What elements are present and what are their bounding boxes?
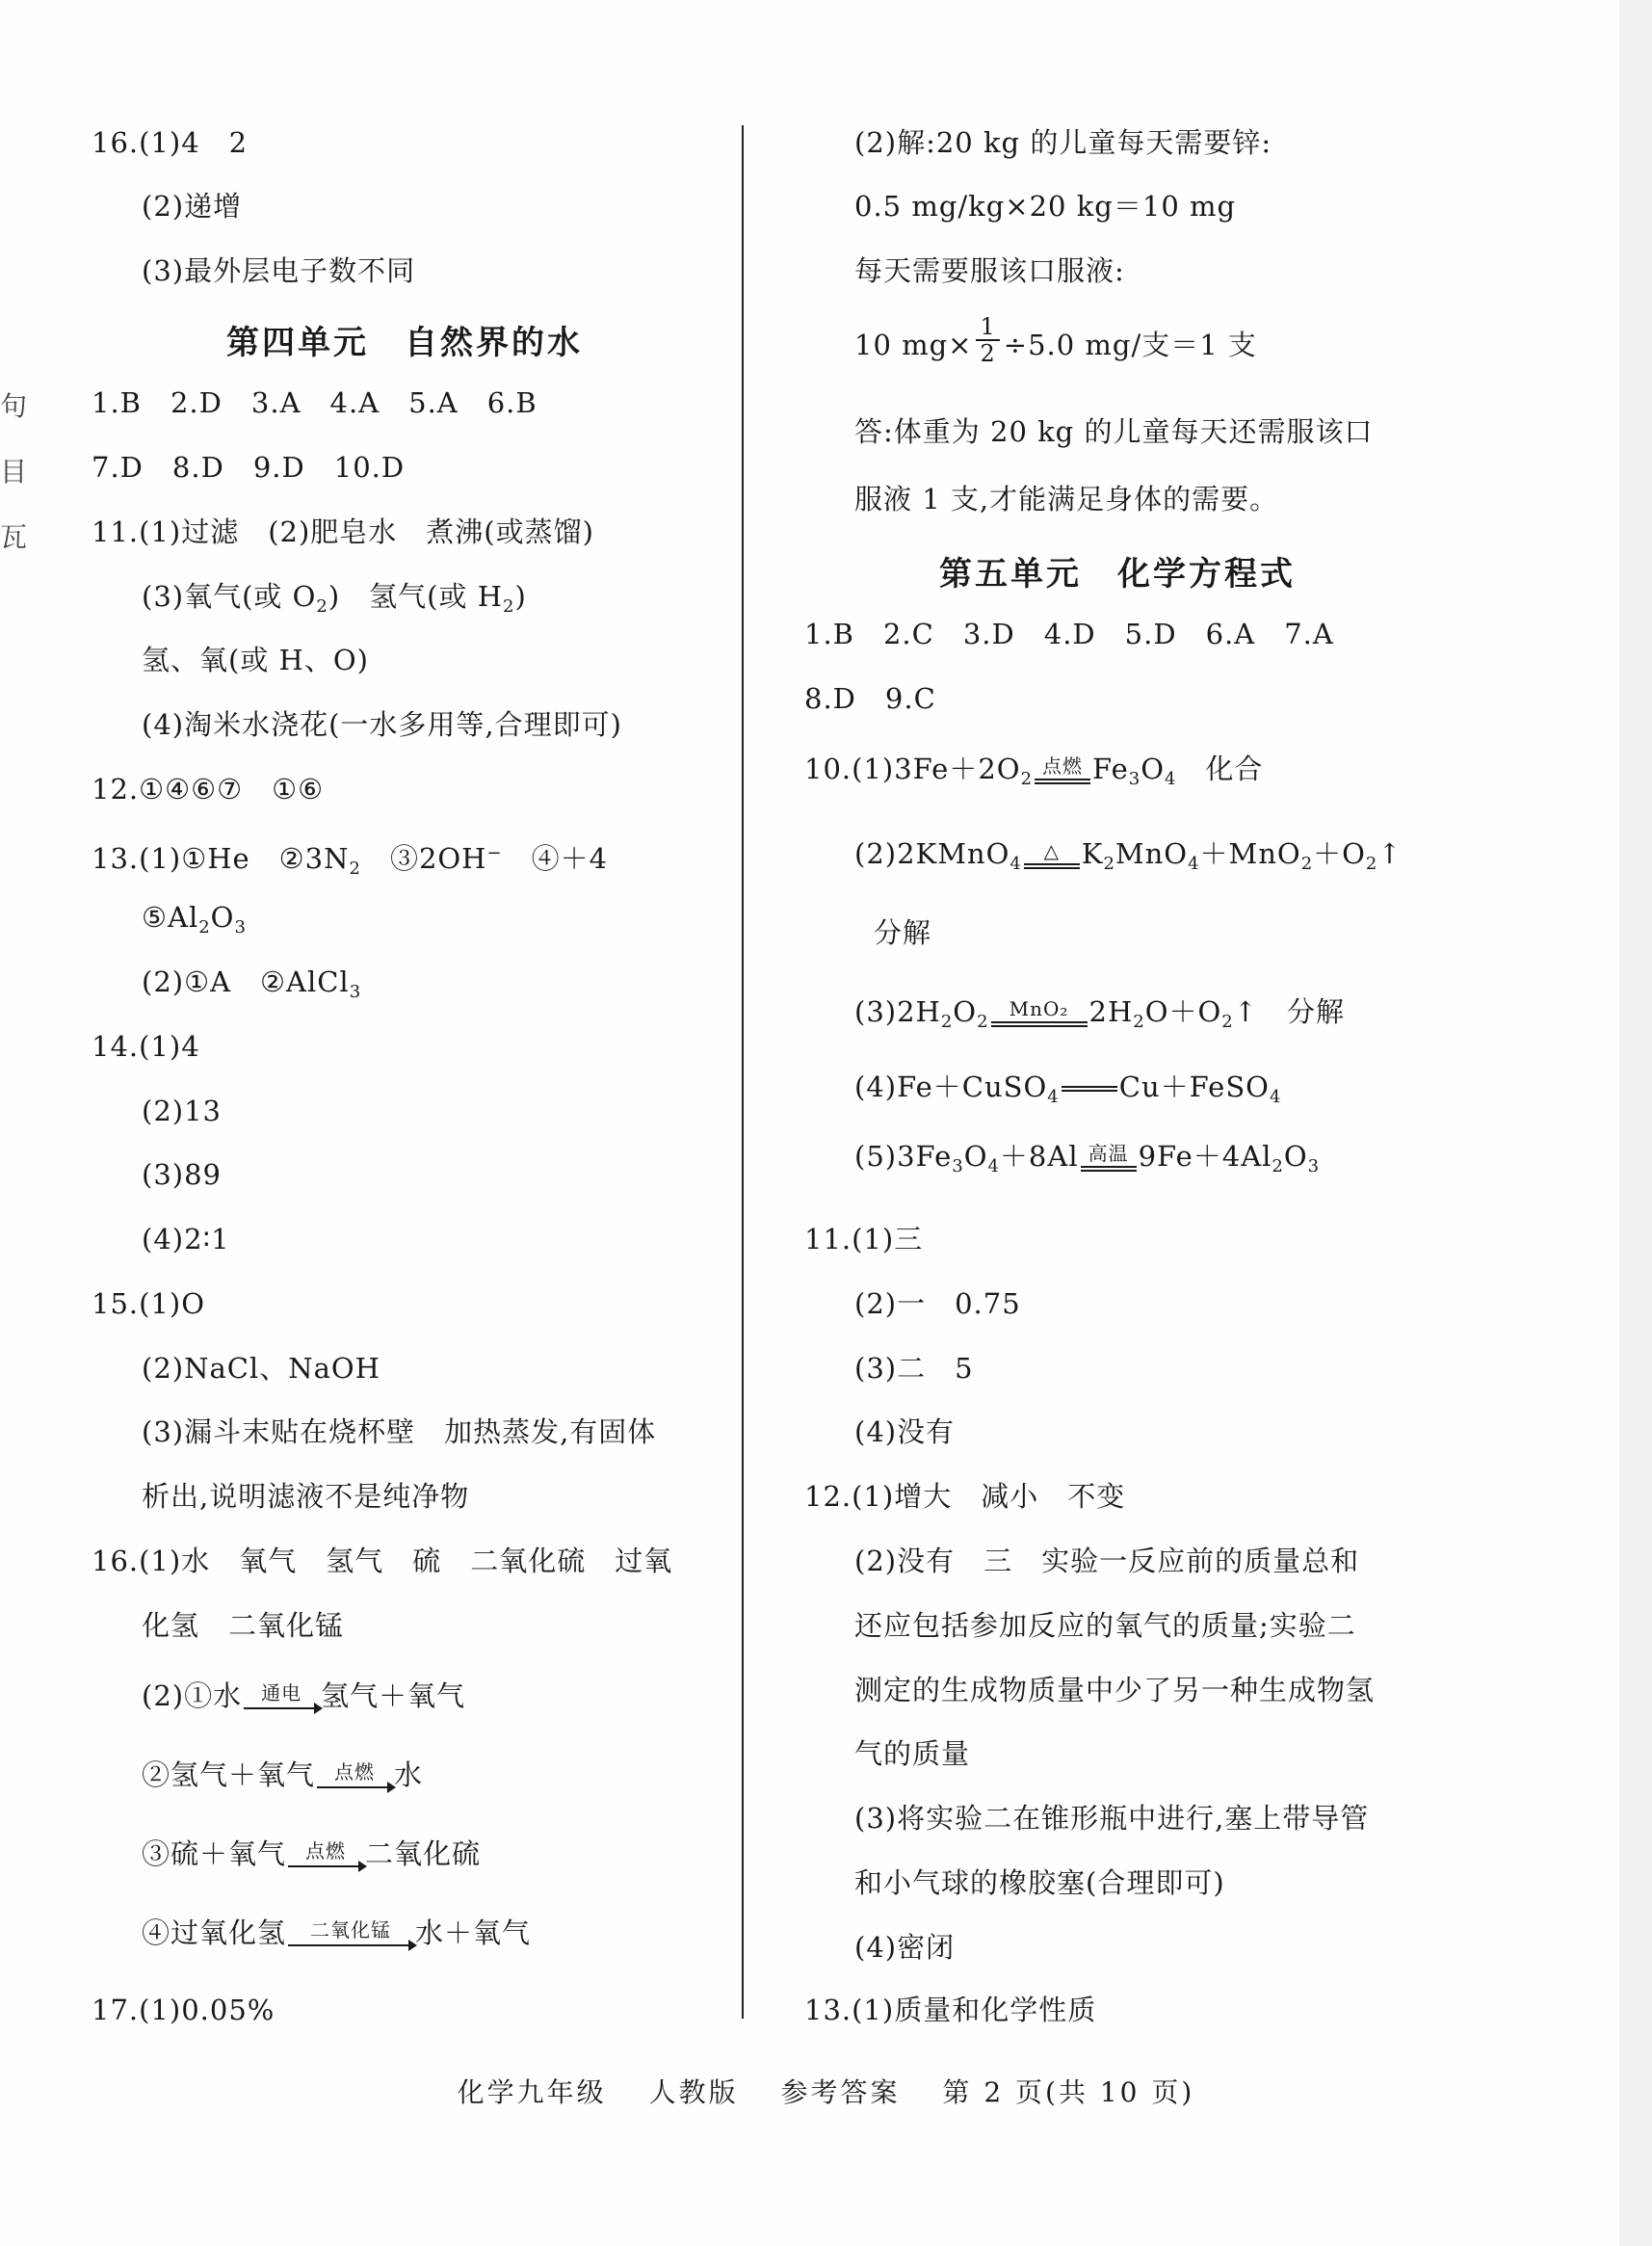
answer-line: $⑤Al_2O_3$ [142,901,247,938]
answer-line: 析出,说明滤液不是纯净物 [142,1480,470,1513]
answer-line: (2)解:20 kg 的儿童每天需要锌: [854,126,1272,159]
reaction-condition: 通电 [261,1681,302,1704]
chemical-equation: (2)2KMnO$_4$ △ $K_2MnO_4+MnO_2+O_2↑$ [854,837,1403,874]
page-footer [0,2072,1652,2110]
answer-line: (3)漏斗末贴在烧杯壁 加热蒸发,有固体 [142,1415,657,1448]
word-equation: ④过氧化氢 二氧化锰 水＋氧气 [142,1916,532,1949]
page-edge-shadow [1619,0,1652,2246]
answer-line: (3)将实验二在锥形瓶中进行,塞上带导管 [854,1802,1370,1835]
word-equation: ②氢气＋氧气 点燃 水 [142,1758,424,1791]
answer-line: 和小气球的橡胶塞(合理即可) [854,1866,1225,1899]
bleed-through-char: 目 [0,456,28,488]
reaction-condition: △ [1043,839,1060,862]
fraction: $\frac{1}{2}$ [976,314,999,366]
answer-line: (2)递增 [142,190,243,223]
answer-line: (2)没有 三 实验一反应前的质量总和 [854,1545,1360,1577]
answer-line: (2)13 [142,1095,222,1127]
answer-line: 11.(1)三 [804,1223,924,1255]
footer-page-number: 第 2 页(共 10 页) [942,2076,1195,2108]
answer-line: 化氢 二氧化锰 [142,1609,345,1642]
answer-line: 服液 1 支,才能满足身体的需要。 [854,483,1279,515]
answer-line: 1.B 2.C 3.D 4.D 5.D 6.A 7.A [804,618,1334,650]
answer-line: (4)淘米水浇花(一水多用等,合理即可) [142,708,622,741]
answer-line: 答:体重为 20 kg 的儿童每天还需服该口 [854,415,1374,448]
reaction-condition: MnO₂ [1009,997,1069,1020]
answer-line: 每天需要服该口服液: [854,254,1125,287]
reaction-condition: 高温 [1088,1142,1129,1165]
reaction-condition: 点燃 [1042,754,1084,778]
answer-line: 氢、氧(或 H、O) [142,644,369,676]
answer-line: (2)①A ②AlCl$_3$ [142,965,362,1002]
calculation-line: 10 mg× $\frac{1}{2}$ ÷5.0 mg/支＝1 支 [854,313,1257,367]
answer-line: 8.D 9.C [804,682,936,715]
bleed-through-char: 瓦 [0,521,28,553]
answer-line: 16.(1)4 2 [92,126,249,159]
answer-line: 测定的生成物质量中少了另一种生成物氢 [854,1674,1376,1706]
answer-line: 15.(1)O [92,1287,205,1320]
answer-line: 12.(1)增大 减小 不变 [804,1480,1126,1513]
reaction-condition: 点燃 [334,1760,376,1784]
answer-line: (2)NaCl、NaOH [142,1352,380,1385]
reaction-condition: 点燃 [305,1839,347,1863]
footer-edition: 人教版 [648,2076,739,2108]
answer-line: 0.5 mg/kg×20 kg＝10 mg [854,190,1237,223]
answer-line: (2)一 0.75 [854,1287,1021,1320]
footer-subject: 化学九年级 [457,2076,607,2108]
answer-line: 还应包括参加反应的氧气的质量;实验二 [854,1609,1356,1642]
answer-line: 7.D 8.D 9.D 10.D [92,451,406,484]
answer-line: (4)2∶1 [142,1223,230,1255]
chemical-equation: (4)Fe＋CuSO$_4$ Cu＋FeSO$_4$ [854,1070,1282,1107]
word-equation: ③硫＋氧气 点燃 二氧化硫 [142,1837,482,1870]
chemical-equation: $10.(1)3Fe+2O_2$ 点燃 $Fe_3O_4$ 化合 [804,753,1264,789]
answer-line: 16.(1)水 氧气 氢气 硫 二氧化硫 过氧 [92,1545,673,1577]
bleed-through-char: 句 [0,390,28,422]
answer-line: (3)二 5 [854,1352,974,1385]
answer-line: (3)最外层电子数不同 [142,254,416,287]
answer-line: 气的质量 [854,1737,971,1770]
word-equation: (2)①水 通电 氢气＋氧气 [142,1679,466,1712]
answer-line: 12.①④⑥⑦ ①⑥ [92,773,325,806]
answer-line: (4)密闭 [854,1931,956,1964]
answer-line: 13.(1)质量和化学性质 [804,1994,1097,2026]
section-heading-unit-4: 第四单元 自然界的水 [226,324,583,362]
reaction-condition: 二氧化锰 [310,1918,392,1942]
answer-line: 17.(1)0.05% [92,1994,275,2026]
answer-line: 分解 [874,916,932,949]
section-heading-unit-5: 第五单元 化学方程式 [939,555,1296,594]
answer-line: 1.B 2.D 3.A 4.A 5.A 6.B [92,386,538,419]
chemical-equation: $(5)3Fe_3O_4+8Al$ 高温 $9Fe+4Al_2O_3$ [854,1140,1321,1176]
answer-line: (3)89 [142,1158,222,1191]
answer-line: (4)没有 [854,1415,956,1448]
answer-line: 14.(1)4 [92,1030,200,1063]
footer-kind: 参考答案 [780,2076,901,2108]
answer-line: 13.(1)①He $②3N_2$ ③2OH− ④＋4 [92,842,609,879]
chemical-equation: $(3)2H_2O_2$ MnO₂ $2H_2O+O_2↑$ 分解 [854,995,1346,1032]
answer-line: (3)氧气(或 $O_2$) 氢气(或 $H_2$) [142,580,527,617]
answer-line: 11.(1)过滤 (2)肥皂水 煮沸(或蒸馏) [92,515,594,548]
column-divider [742,125,744,2019]
